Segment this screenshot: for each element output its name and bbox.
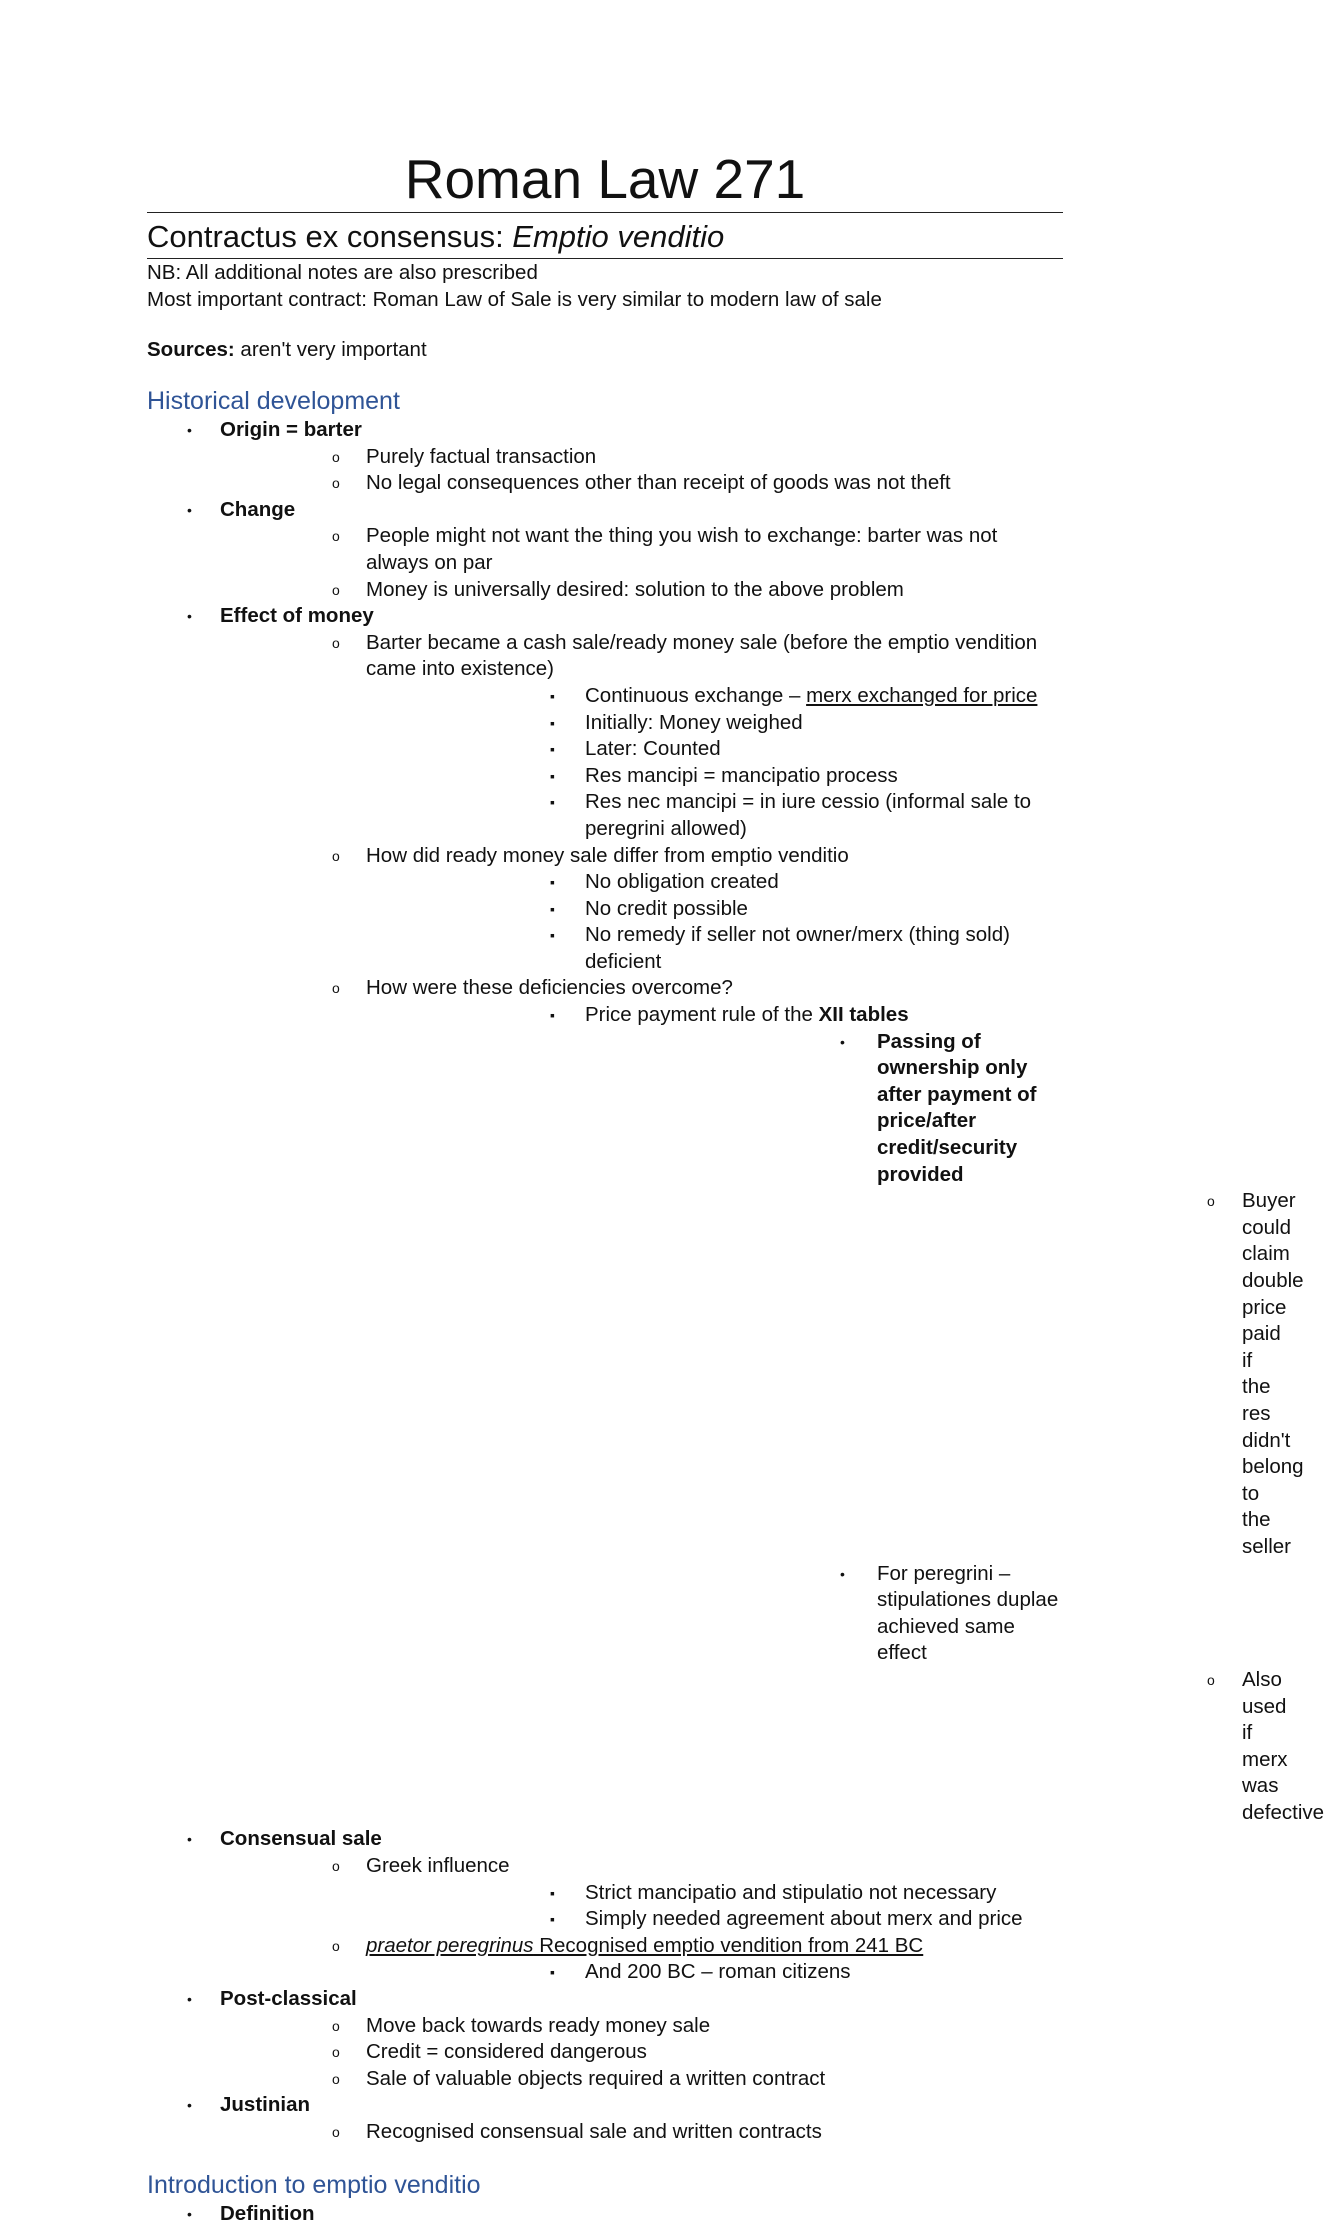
praetor-line [366,1934,923,1957]
change-item-1: People might not want the thing you wish to exchange: barter was not always on par [366,524,998,574]
list-item [220,843,1063,976]
bullet-marker: • [187,501,192,518]
subtitle-plain: Contractus ex consensus: [147,219,513,254]
list-item [366,1880,1063,1907]
introduction-list [147,2201,1063,2227]
page-subtitle [147,217,1063,259]
list-item [877,1667,1324,1827]
merx-defective: Also used if merx was defective [1242,1667,1324,1824]
note-prescribed: NB: All additional notes are also prescribed [147,261,538,284]
list-item [220,1853,1063,1933]
postclassical-item-1: Move back towards ready money sale [366,2013,711,2037]
subtitle-italic: Emptio venditio [512,219,725,254]
buyer-double-price: Buyer could claim double price paid if the res didn't belong to the seller [1242,1189,1304,1558]
circle-marker: o [332,2044,340,2061]
circle-marker: o [332,980,340,997]
origin-item-2: No legal consequences other than receipt of goods was not theft [366,471,951,495]
list-item-justinian [147,2092,1063,2145]
historical-list [147,417,1324,2146]
circle-marker: o [332,634,340,651]
list-item-effect-of-money [147,603,1324,1826]
circle-marker: o [332,847,340,864]
bullet-marker: • [187,2097,192,2114]
passing-ownership: Passing of ownership only after payment of price/after credit/security provided [877,1029,1037,1186]
barter-item-2: Initially: Money weighed [585,710,803,734]
barter-item-5: Res nec mancipi = in iure cessio (informal sale to peregrini allowed) [585,790,1032,840]
change-item-2: Money is universally desired: solution to the above problem [366,577,904,601]
origin-item-1: Purely factual transaction [366,444,597,468]
square-marker: ▪ [550,874,555,891]
postclassical-item-3: Sale of valuable objects required a written contract [366,2066,826,2090]
bullet-marker: • [187,1991,192,2008]
list-item [366,1002,1324,1826]
change-label: Change [220,497,296,521]
overcome-question: How were these deficiencies overcome? [366,976,733,1000]
square-marker: ▪ [550,1007,555,1024]
price-rule-prefix: Price payment rule of the [585,1003,819,1027]
definition-label: Definition [220,2201,315,2225]
heading-introduction-emptio-venditio: Introduction to emptio venditio [147,2170,481,2199]
sources-label: Sources: [147,338,235,361]
square-marker: ▪ [550,1964,555,1981]
list-item [220,2039,1063,2066]
differ-question: How did ready money sale differ from emptio venditio [366,843,849,867]
square-marker: ▪ [550,741,555,758]
praetor-italic: praetor peregrinus [366,1933,534,1957]
circle-marker: o [332,475,340,492]
postclassical-item-2: Credit = considered dangerous [366,2040,647,2064]
list-item [220,2066,1063,2093]
list-item [366,869,1063,896]
sources-text: aren't very important [234,338,427,361]
differ-item-3: No remedy if seller not owner/merx (thing sold) deficient [585,923,1010,973]
list-item [366,1906,1063,1933]
origin-label: Origin = barter [220,418,362,441]
circle-marker: o [332,1937,340,1954]
greek-influence: Greek influence [366,1854,510,1878]
circle-marker: o [332,528,340,545]
bullet-marker: • [840,1565,845,1582]
bullet-marker: • [187,1831,192,1848]
differ-item-2: No credit possible [585,896,748,920]
list-item [366,710,1063,737]
square-marker: ▪ [550,1884,555,1901]
list-item [220,577,1063,604]
circle-marker: o [332,1858,340,1875]
continuous-underlined: merx exchanged for price [806,683,1038,707]
list-item-consensual-sale [147,1826,1063,1986]
list-item [366,763,1063,790]
circle-marker: o [332,2070,340,2087]
differ-item-1: No obligation created [585,870,779,894]
list-item [220,2119,1063,2146]
consensual-label: Consensual sale [220,1827,382,1851]
list-item-post-classical [147,1986,1063,2092]
square-marker: ▪ [550,714,555,731]
list-item-origin [147,417,1063,497]
praetor-sub: And 200 BC – roman citizens [585,1960,851,1984]
list-item [366,922,1063,975]
bullet-marker: • [187,422,192,438]
list-item [220,630,1063,843]
list-item [220,523,1063,576]
list-item [220,975,1324,1826]
list-item [366,736,1063,763]
greek-item-1: Strict mancipatio and stipulatio not necessary [585,1880,997,1904]
continuous-prefix: Continuous exchange – [585,683,807,707]
justinian-label: Justinian [220,2093,310,2117]
barter-item-3: Later: Counted [585,737,721,761]
list-item [366,896,1063,923]
page-title: Roman Law 271 [147,148,1063,213]
bullet-marker: • [187,2205,192,2222]
circle-marker: o [332,448,340,465]
effect-label: Effect of money [220,604,374,628]
list-item [220,444,1063,471]
bullet-marker: • [840,1033,845,1050]
list-item-change [147,497,1063,603]
square-marker: ▪ [550,687,555,704]
square-marker: ▪ [550,900,555,917]
justinian-item-1: Recognised consensual sale and written contracts [366,2120,822,2143]
note-important-contract: Most important contract: Roman Law of Sale is very similar to modern law of sale [147,288,882,311]
list-item [220,2013,1063,2040]
barter-cash-sale: Barter became a cash sale/ready money sale (before the emptio vendition came into existence) [366,630,1038,681]
circle-marker: o [1207,1671,1215,1688]
square-marker: ▪ [550,1911,555,1928]
bullet-marker: • [187,608,192,625]
circle-marker: o [332,581,340,598]
greek-item-2: Simply needed agreement about merx and price [585,1907,1023,1931]
square-marker: ▪ [550,927,555,944]
sources-line [147,336,1063,363]
price-rule-bold: XII tables [818,1003,909,1027]
barter-item-4: Res mancipi = mancipatio process [585,763,898,787]
peregrini-stipulationes: For peregrini – stipulationes duplae achieved same effect [877,1561,1059,1665]
square-marker: ▪ [550,794,555,811]
list-item [220,470,1063,497]
circle-marker: o [332,2124,340,2140]
postclassical-label: Post-classical [220,1987,357,2011]
square-marker: ▪ [550,767,555,784]
list-item [366,683,1063,710]
praetor-rest: Recognised emptio vendition from 241 BC [533,1933,924,1957]
list-item-definition [147,2201,1063,2227]
heading-historical-development: Historical development [147,387,400,415]
circle-marker: o [332,2017,340,2034]
list-item [366,1959,1063,1986]
list-item [877,1188,1304,1560]
list-item [366,789,1063,842]
list-item [220,1933,1063,1986]
circle-marker: o [1207,1193,1215,1210]
list-item [585,1561,1324,1827]
list-item [585,1029,1304,1561]
document-content [147,148,1324,2227]
